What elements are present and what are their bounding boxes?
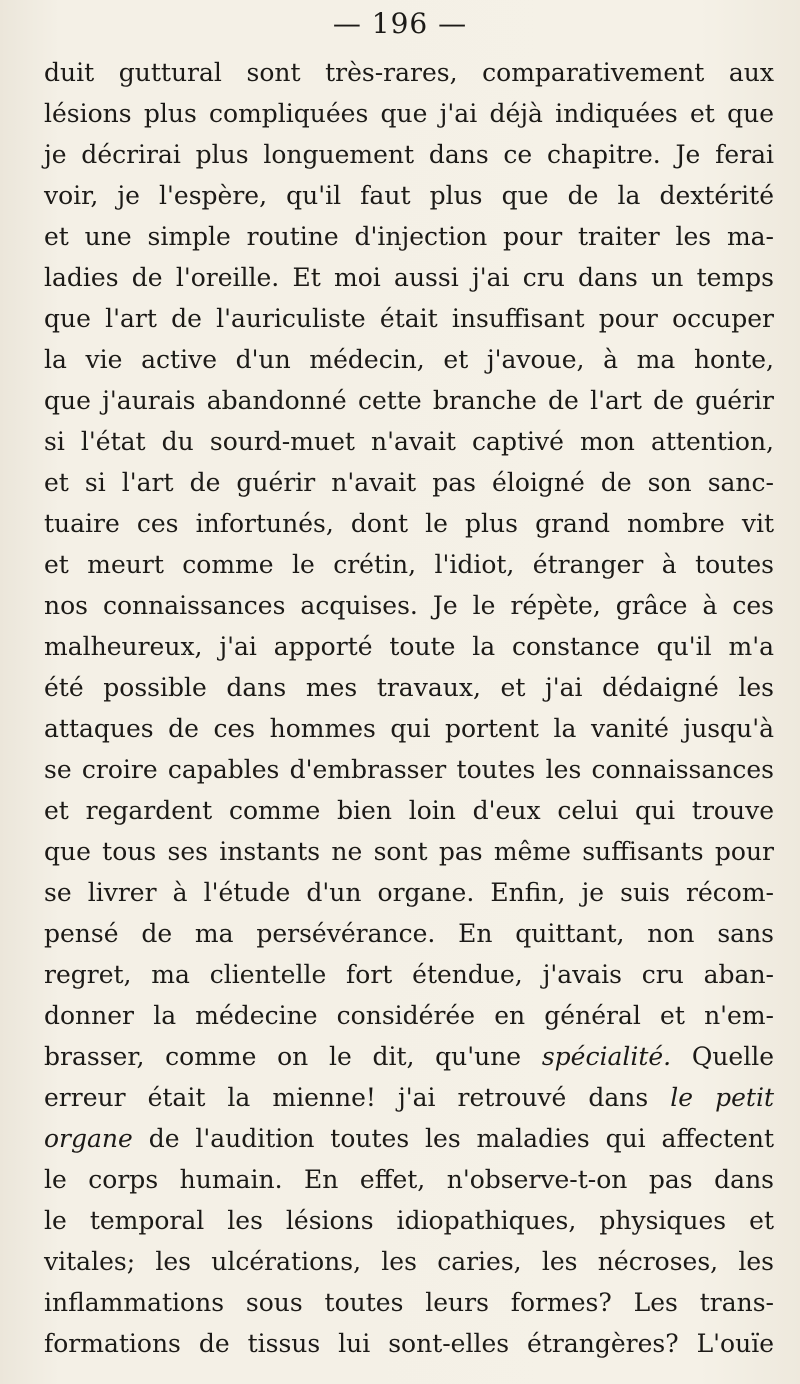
text-line — [44, 872, 774, 913]
text-line — [44, 298, 774, 339]
text-line — [44, 380, 774, 421]
text-line — [44, 1077, 774, 1118]
body-text — [44, 52, 774, 1364]
italic-text: organe — [44, 1124, 133, 1153]
text-line — [44, 995, 774, 1036]
text-segment: attaques de ces hommes qui portent la vanité jusqu'à — [44, 714, 774, 743]
text-segment: je décrirai plus longuement dans ce chapitre. Je ferai — [44, 140, 774, 169]
text-line — [44, 339, 774, 380]
text-line — [44, 626, 774, 667]
text-segment: inflammations sous toutes leurs formes? Les trans- — [44, 1288, 774, 1317]
text-line — [44, 134, 774, 175]
text-line — [44, 913, 774, 954]
text-line — [44, 1282, 774, 1323]
text-line — [44, 257, 774, 298]
text-line — [44, 1323, 774, 1364]
text-segment: que tous ses instants ne sont pas même suffisants pour — [44, 837, 774, 866]
text-line — [44, 52, 774, 93]
text-segment: ladies de l'oreille. Et moi aussi j'ai cru dans un temps — [44, 263, 774, 292]
italic-text: spécialité. — [541, 1042, 672, 1071]
text-line — [44, 954, 774, 995]
text-line — [44, 790, 774, 831]
text-segment: vitales; les ulcérations, les caries, les nécroses, les — [44, 1247, 774, 1276]
text-line — [44, 708, 774, 749]
text-line — [44, 216, 774, 257]
page-number: — 196 — — [332, 7, 468, 40]
text-segment: se croire capables d'embrasser toutes les connaissances — [44, 755, 774, 784]
text-line — [44, 1241, 774, 1282]
text-line — [44, 585, 774, 626]
text-segment: et regardent comme bien loin d'eux celui qui trouve — [44, 796, 774, 825]
text-segment: se livrer à l'étude d'un organe. Enfin, je suis récom- — [44, 878, 774, 907]
text-segment: donner la médecine considérée en général et n'em- — [44, 1001, 774, 1030]
text-segment: voir, je l'espère, qu'il faut plus que de la dextérité — [44, 181, 774, 210]
text-line — [44, 1200, 774, 1241]
text-segment: le temporal les lésions idiopathiques, physiques et — [44, 1206, 774, 1235]
text-segment: de l'audition toutes les maladies qui affectent — [132, 1124, 774, 1153]
text-segment: brasser, comme on le dit, qu'une — [44, 1042, 542, 1071]
text-segment: et meurt comme le crétin, l'idiot, étranger à toutes — [44, 550, 774, 579]
text-line — [44, 544, 774, 585]
text-segment: tuaire ces infortunés, dont le plus grand nombre vit — [44, 509, 774, 538]
text-segment: malheureux, j'ai apporté toute la constance qu'il m'a — [44, 632, 774, 661]
text-line — [44, 93, 774, 134]
text-line — [44, 831, 774, 872]
text-segment: pensé de ma persévérance. En quittant, non sans — [44, 919, 774, 948]
text-line — [44, 175, 774, 216]
text-segment: si l'état du sourd-muet n'avait captivé mon attention, — [44, 427, 774, 456]
text-segment: regret, ma clientelle fort étendue, j'avais cru aban- — [44, 960, 774, 989]
text-line — [44, 749, 774, 790]
text-line — [44, 1159, 774, 1200]
text-segment: que j'aurais abandonné cette branche de l'art de guérir — [44, 386, 774, 415]
text-line — [44, 1036, 774, 1077]
text-segment: que l'art de l'auriculiste était insuffisant pour occuper — [44, 304, 774, 333]
text-segment: et si l'art de guérir n'avait pas éloigné de son sanc- — [44, 468, 774, 497]
text-segment: lésions plus compliquées que j'ai déjà indiquées et que — [44, 99, 774, 128]
text-segment: été possible dans mes travaux, et j'ai dédaigné les — [44, 673, 774, 702]
text-line — [44, 421, 774, 462]
text-line — [44, 503, 774, 544]
text-segment: Quelle — [671, 1042, 774, 1071]
text-segment: nos connaissances acquises. Je le répète, grâce à ces — [44, 591, 774, 620]
text-segment: la vie active d'un médecin, et j'avoue, à ma honte, — [44, 345, 774, 374]
text-segment: erreur était la mienne! j'ai retrouvé dans — [44, 1083, 671, 1112]
text-segment: formations de tissus lui sont-elles étrangères? L'ouïe — [44, 1329, 774, 1358]
text-segment: duit guttural sont très-rares, comparativement aux — [44, 58, 774, 87]
text-segment: et une simple routine d'injection pour traiter les ma- — [44, 222, 774, 251]
text-segment: le corps humain. En effet, n'observe-t-on pas dans — [44, 1165, 774, 1194]
text-line — [44, 667, 774, 708]
text-line — [44, 1118, 774, 1159]
italic-text: le petit — [670, 1083, 775, 1112]
text-line — [44, 462, 774, 503]
